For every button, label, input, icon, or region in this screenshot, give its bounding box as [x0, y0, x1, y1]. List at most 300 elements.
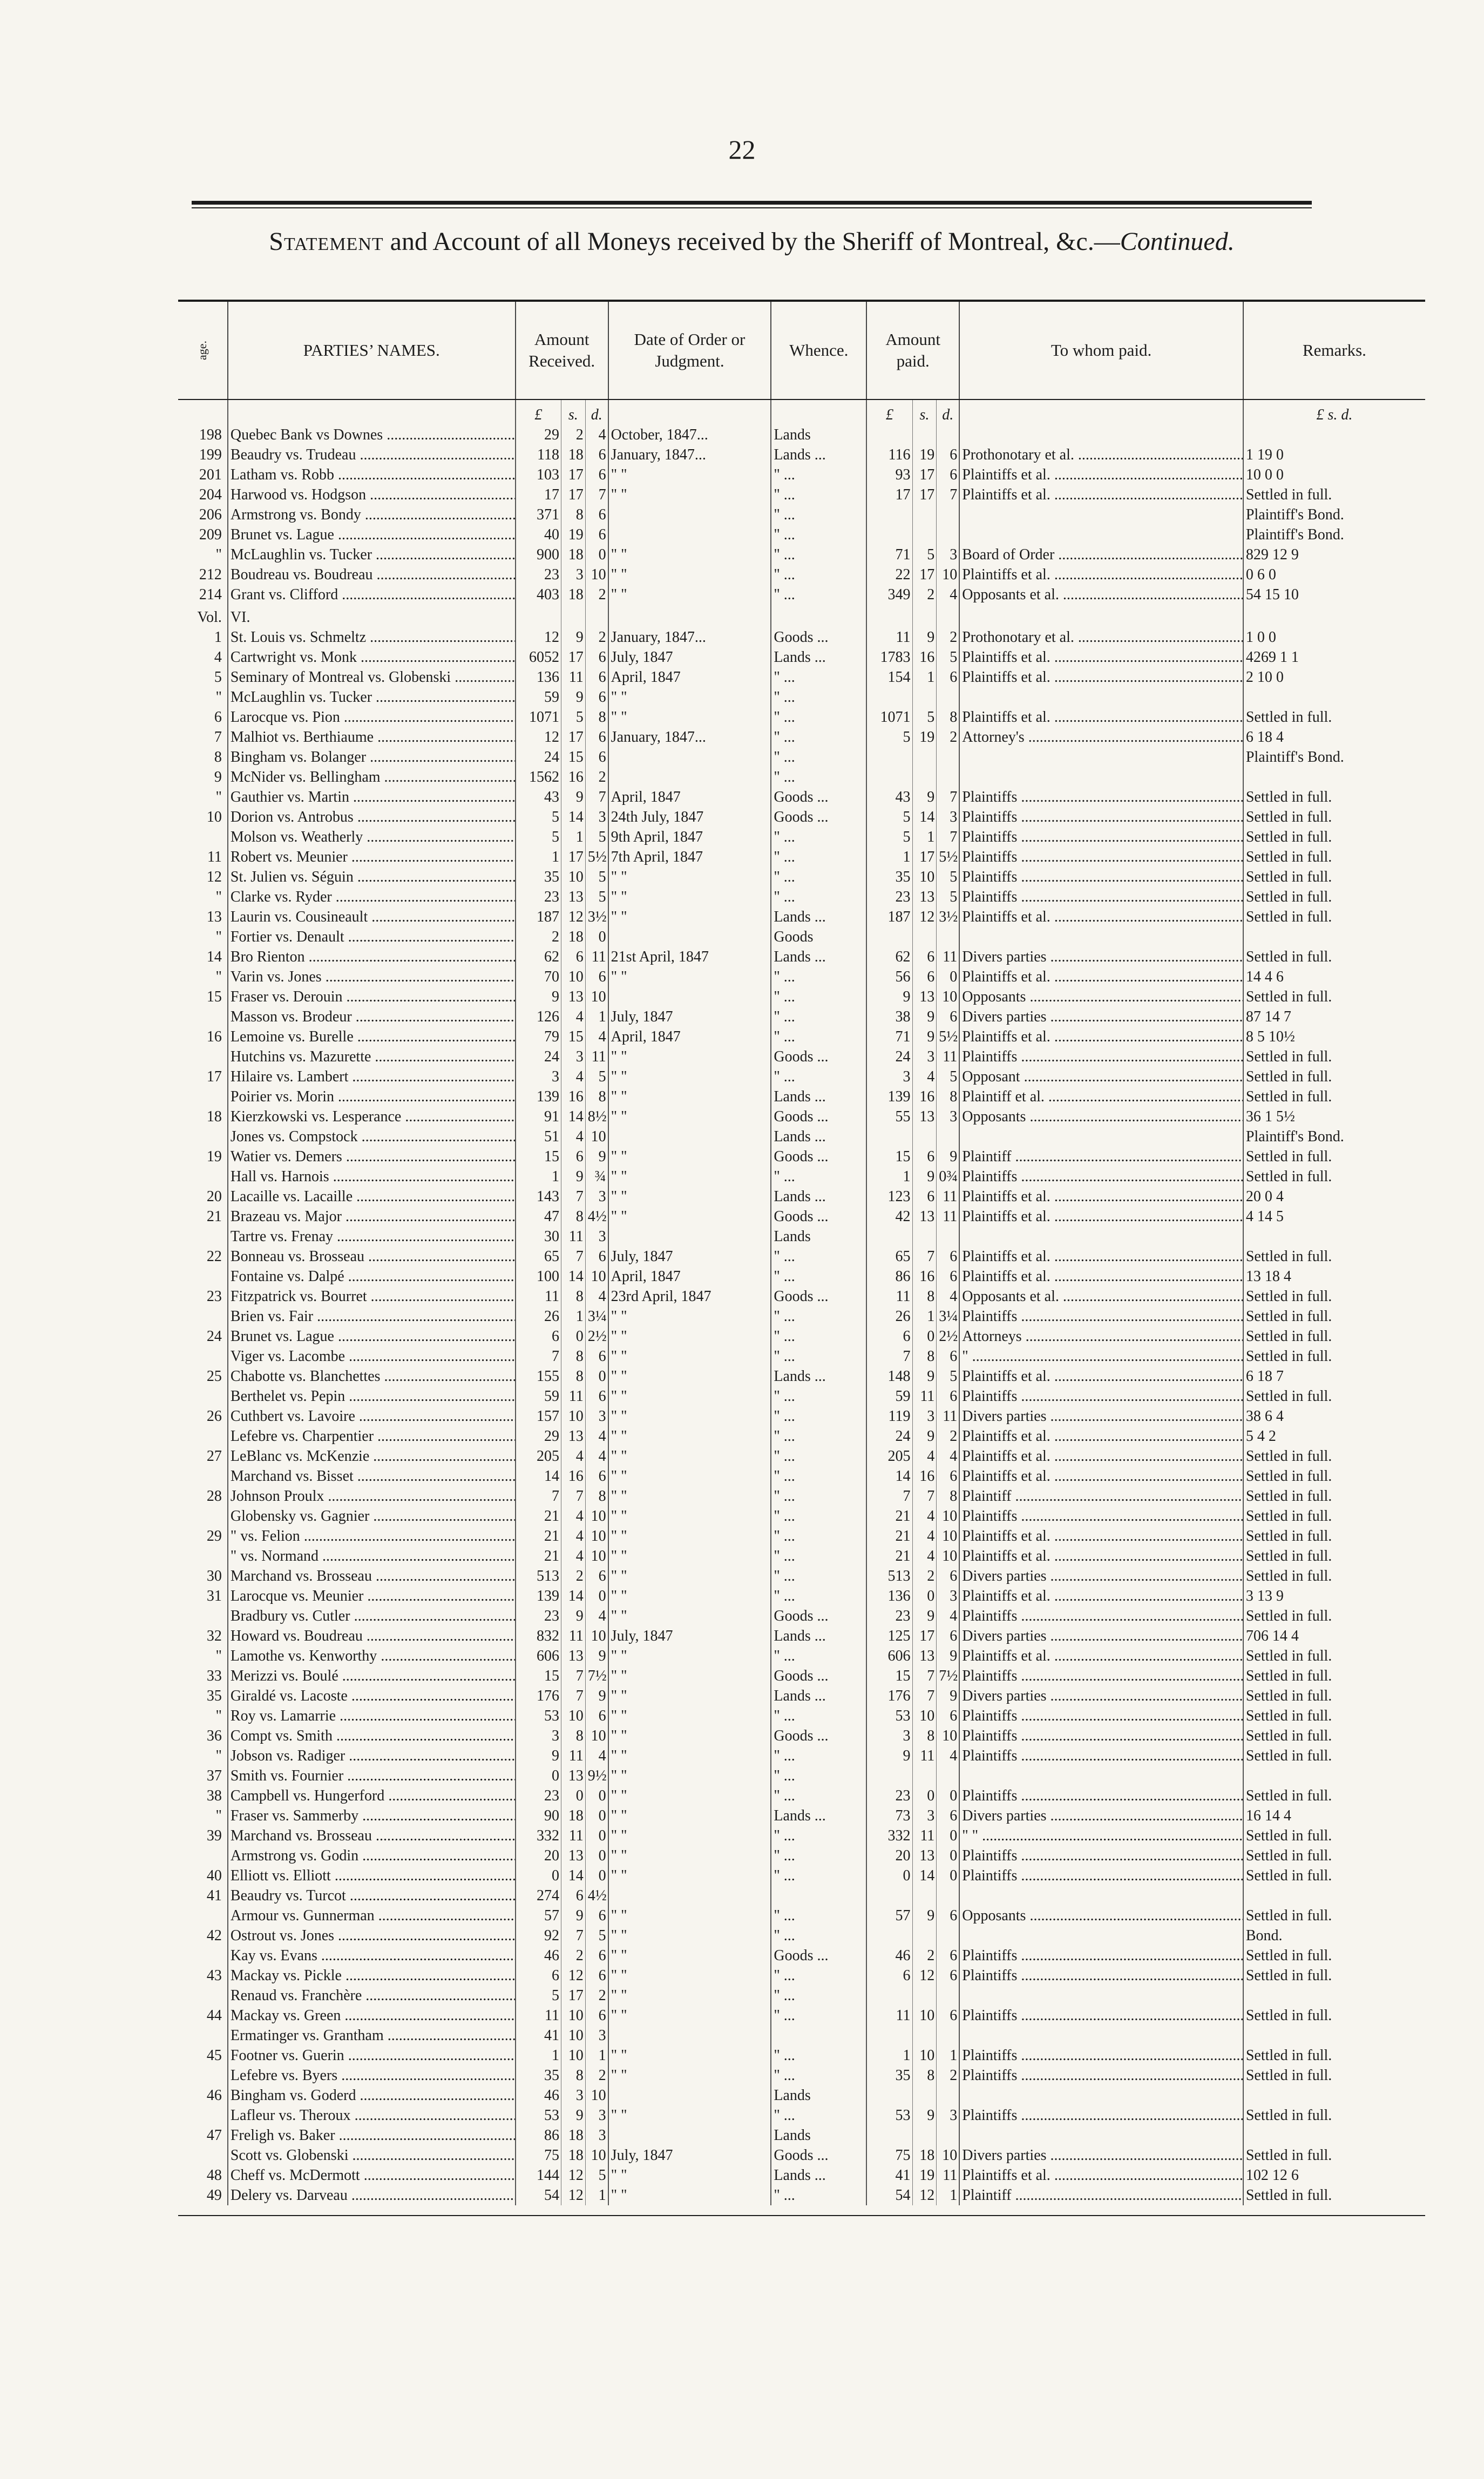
- row-date: " ": [608, 1426, 771, 1446]
- row-paid-to: Plaintiffs .....: [959, 1047, 1243, 1067]
- row-remarks: 6 18 4: [1245, 729, 1284, 746]
- row-paid-pence: 2: [937, 1426, 959, 1446]
- row-received-pounds: 62: [516, 947, 561, 967]
- row-date: [608, 767, 771, 787]
- row-whence: " ...: [771, 465, 866, 485]
- row-whence: " ...: [771, 505, 866, 525]
- row-page: 12: [178, 867, 228, 887]
- table-row: [178, 1247, 1425, 1266]
- row-whence: " ...: [771, 1986, 866, 2006]
- row-page: 45: [178, 2045, 228, 2065]
- row-page: 46: [178, 2085, 228, 2105]
- row-date: " ": [608, 687, 771, 707]
- row-paid-shillings: 14: [912, 1866, 937, 1886]
- row-party: Marchand vs. Brosseau .....: [228, 1566, 516, 1586]
- row-paid-pence: 11: [937, 1047, 959, 1067]
- row-paid-pence: 6: [937, 1806, 959, 1826]
- row-received-pence: 3: [585, 1406, 608, 1426]
- row-received-pounds: 513: [516, 1566, 561, 1586]
- row-received-pounds: 35: [516, 2065, 561, 2085]
- row-paid-shillings: [912, 927, 937, 947]
- row-received-pounds: 65: [516, 1247, 561, 1266]
- row-paid-pence: 6: [937, 1266, 959, 1286]
- row-received-shillings: 4: [561, 1007, 585, 1027]
- row-page: [178, 2065, 228, 2085]
- row-received-pounds: 371: [516, 505, 561, 525]
- row-paid-pounds: 23: [866, 1786, 912, 1806]
- row-received-pence: 10: [585, 987, 608, 1007]
- row-page: 29: [178, 1526, 228, 1546]
- row-paid-pence: [937, 2026, 959, 2045]
- row-received-pounds: 5: [516, 1986, 561, 2006]
- volume-row: [178, 605, 1425, 627]
- row-party: Cheff vs. McDermott .....: [228, 2165, 516, 2185]
- row-page: ": [178, 1746, 228, 1766]
- row-received-pounds: 606: [516, 1646, 561, 1666]
- row-received-pounds: 1: [516, 1167, 561, 1187]
- table-row: [178, 525, 1425, 545]
- row-party: " vs. Felion .....: [228, 1526, 516, 1546]
- row-paid-pence: 5: [937, 1366, 959, 1386]
- row-paid-pounds: 3: [866, 1726, 912, 1746]
- row-received-shillings: 10: [561, 1406, 585, 1426]
- row-remarks: Settled in full.: [1245, 1907, 1332, 1924]
- row-received-pence: ¾: [585, 1167, 608, 1187]
- row-received-pence: 5: [585, 867, 608, 887]
- row-paid-to: [959, 2026, 1243, 2045]
- row-paid-shillings: 16: [912, 1266, 937, 1286]
- row-party: Elliott vs. Elliott .....: [228, 1866, 516, 1886]
- row-paid-shillings: 2: [912, 1946, 937, 1966]
- statement-heading: [192, 227, 1312, 256]
- row-paid-to: Plaintiffs et al. .....: [959, 1546, 1243, 1566]
- row-received-pounds: 157: [516, 1406, 561, 1426]
- row-paid-to: [959, 687, 1243, 707]
- row-party: Molson vs. Weatherly .....: [228, 827, 516, 847]
- row-paid-shillings: 11: [912, 1386, 937, 1406]
- row-party: Masson vs. Brodeur .....: [228, 1007, 516, 1027]
- table-row: [178, 2026, 1425, 2045]
- row-received-pounds: 90: [516, 1806, 561, 1826]
- row-paid-pence: 5: [937, 647, 959, 667]
- row-paid-pence: [937, 687, 959, 707]
- row-received-pence: 1: [585, 1007, 608, 1027]
- row-party: Larocque vs. Pion .....: [228, 707, 516, 727]
- row-paid-shillings: 19: [912, 727, 937, 747]
- row-paid-pounds: 349: [866, 585, 912, 605]
- row-received-pence: 4: [585, 1446, 608, 1466]
- row-received-pounds: 23: [516, 565, 561, 585]
- row-received-pence: 10: [585, 1626, 608, 1646]
- row-page: [178, 1546, 228, 1566]
- row-received-pounds: 46: [516, 2085, 561, 2105]
- row-page: [178, 1047, 228, 1067]
- row-page: [178, 1127, 228, 1147]
- row-remarks: Settled in full.: [1245, 709, 1332, 726]
- row-paid-shillings: 19: [912, 2165, 937, 2185]
- row-page: 41: [178, 1886, 228, 1906]
- row-date: " ": [608, 1586, 771, 1606]
- row-paid-pence: 6: [937, 1706, 959, 1726]
- row-paid-to: Plaintiffs .....: [959, 1746, 1243, 1766]
- row-page: 214: [178, 585, 228, 605]
- row-date: " ": [608, 545, 771, 565]
- row-received-shillings: 12: [561, 907, 585, 927]
- table-row: [178, 1746, 1425, 1766]
- row-remarks: [1243, 1766, 1425, 1786]
- row-page: 9: [178, 767, 228, 787]
- row-received-shillings: 7: [561, 1666, 585, 1686]
- row-paid-pence: [937, 1127, 959, 1147]
- row-paid-shillings: [912, 1227, 937, 1247]
- row-received-pence: 0: [585, 1366, 608, 1386]
- row-paid-shillings: 6: [912, 1187, 937, 1207]
- row-date: " ": [608, 2045, 771, 2065]
- row-paid-pence: 1: [937, 2185, 959, 2205]
- row-paid-pence: 7: [937, 827, 959, 847]
- row-date: " ": [608, 1207, 771, 1227]
- row-remarks: Settled in full.: [1245, 789, 1332, 805]
- row-party: Campbell vs. Hungerford .....: [228, 1786, 516, 1806]
- row-date: " ": [608, 1366, 771, 1386]
- row-remarks: Settled in full.: [1245, 1288, 1332, 1305]
- row-received-shillings: 15: [561, 747, 585, 767]
- row-remarks: Settled in full.: [1245, 889, 1332, 905]
- row-whence: " ...: [771, 1546, 866, 1566]
- unit-remarks: £ s. d.: [1316, 407, 1353, 423]
- row-paid-shillings: 1: [912, 827, 937, 847]
- row-received-pounds: 6: [516, 1966, 561, 1986]
- row-whence: Goods ...: [771, 1286, 866, 1306]
- row-paid-pence: 2: [937, 627, 959, 647]
- table-row: [178, 2165, 1425, 2185]
- row-date: 24th July, 1847: [608, 807, 771, 827]
- row-whence: Lands ...: [771, 1127, 866, 1147]
- row-paid-to: Plaintiffs .....: [959, 1706, 1243, 1726]
- row-paid-pence: [937, 2125, 959, 2145]
- row-received-pence: 6: [585, 1346, 608, 1366]
- row-received-shillings: 9: [561, 687, 585, 707]
- row-paid-shillings: 5: [912, 707, 937, 727]
- row-page: 43: [178, 1966, 228, 1986]
- row-party: Compt vs. Smith .....: [228, 1726, 516, 1746]
- row-date: [608, 1127, 771, 1147]
- row-party: Giraldé vs. Lacoste .....: [228, 1686, 516, 1706]
- table-row: [178, 767, 1425, 787]
- row-paid-to: Plaintiffs .....: [959, 2045, 1243, 2065]
- row-whence: " ...: [771, 1027, 866, 1047]
- header-to-whom: To whom paid.: [959, 301, 1243, 399]
- row-remarks: [1243, 767, 1425, 787]
- row-paid-to: Plaintiffs et al. .....: [959, 1187, 1243, 1207]
- row-date: 23rd April, 1847: [608, 1286, 771, 1306]
- table-row: [178, 1566, 1425, 1586]
- row-received-shillings: 8: [561, 1207, 585, 1227]
- row-received-pounds: 70: [516, 967, 561, 987]
- table-row: [178, 1586, 1425, 1606]
- row-paid-shillings: 7: [912, 1686, 937, 1706]
- row-paid-to: Plaintiffs .....: [959, 827, 1243, 847]
- row-paid-pence: 3: [937, 545, 959, 565]
- row-date: " ": [608, 1486, 771, 1506]
- table-row: [178, 1526, 1425, 1546]
- row-received-pence: 10: [585, 1526, 608, 1546]
- row-received-pounds: 5: [516, 807, 561, 827]
- row-paid-to: Divers parties .....: [959, 1806, 1243, 1826]
- row-date: " ": [608, 1566, 771, 1586]
- row-received-pence: 10: [585, 1506, 608, 1526]
- row-paid-pounds: 15: [866, 1147, 912, 1167]
- row-paid-pence: 8: [937, 707, 959, 727]
- row-whence: " ...: [771, 1506, 866, 1526]
- row-paid-pounds: 23: [866, 1606, 912, 1626]
- row-paid-to: Divers parties .....: [959, 1566, 1243, 1586]
- row-remarks: Settled in full.: [1245, 809, 1332, 825]
- row-received-shillings: 12: [561, 1966, 585, 1986]
- table-row: [178, 887, 1425, 907]
- row-party: Fitzpatrick vs. Bourret .....: [228, 1286, 516, 1306]
- row-paid-to: Plaintiffs .....: [959, 1966, 1243, 1986]
- row-paid-pounds: [866, 505, 912, 525]
- row-page: [178, 1266, 228, 1286]
- row-received-pence: 6: [585, 2006, 608, 2026]
- row-date: " ": [608, 1087, 771, 1107]
- row-paid-pence: 5: [937, 887, 959, 907]
- row-paid-pence: 0: [937, 1846, 959, 1866]
- row-received-shillings: 12: [561, 2165, 585, 2185]
- table-row: [178, 947, 1425, 967]
- row-party: Mackay vs. Pickle .....: [228, 1966, 516, 1986]
- row-received-pence: 5: [585, 827, 608, 847]
- row-page: [178, 1227, 228, 1247]
- row-whence: " ...: [771, 485, 866, 505]
- row-received-pence: 5½: [585, 847, 608, 867]
- row-received-shillings: 10: [561, 2026, 585, 2045]
- row-party: Laurin vs. Cousineault .....: [228, 907, 516, 927]
- row-received-pounds: 17: [516, 485, 561, 505]
- row-paid-pence: 3: [937, 2105, 959, 2125]
- row-paid-shillings: 9: [912, 627, 937, 647]
- row-page: ": [178, 1646, 228, 1666]
- row-received-pence: 11: [585, 947, 608, 967]
- row-page: ": [178, 1806, 228, 1826]
- row-party: Lefebre vs. Byers .....: [228, 2065, 516, 2085]
- row-date: " ": [608, 1766, 771, 1786]
- row-received-pounds: 53: [516, 2105, 561, 2125]
- row-paid-shillings: 17: [912, 485, 937, 505]
- row-received-shillings: 13: [561, 987, 585, 1007]
- volume-prefix: Vol.: [178, 605, 228, 627]
- row-paid-shillings: [912, 687, 937, 707]
- row-date: " ": [608, 1646, 771, 1666]
- row-page: [178, 2145, 228, 2165]
- row-received-pounds: 43: [516, 787, 561, 807]
- row-paid-to: Plaintiffs .....: [959, 2105, 1243, 2125]
- row-party: Fraser vs. Sammerby .....: [228, 1806, 516, 1826]
- row-paid-pence: [937, 1926, 959, 1946]
- row-received-pence: 0: [585, 927, 608, 947]
- row-date: " ": [608, 1726, 771, 1746]
- unit-pounds-paid: £: [866, 399, 912, 425]
- row-received-pounds: 176: [516, 1686, 561, 1706]
- row-remarks: 36 1 5½: [1245, 1108, 1295, 1125]
- row-paid-pence: 11: [937, 1406, 959, 1426]
- row-received-pence: 7: [585, 485, 608, 505]
- row-paid-shillings: 3: [912, 1406, 937, 1426]
- row-paid-pounds: 139: [866, 1087, 912, 1107]
- row-received-shillings: 17: [561, 1986, 585, 2006]
- row-paid-to: Plaintiffs .....: [959, 1606, 1243, 1626]
- row-paid-pence: 11: [937, 1187, 959, 1207]
- row-paid-pence: 3¼: [937, 1306, 959, 1326]
- row-party: Bonneau vs. Brosseau .....: [228, 1247, 516, 1266]
- row-remarks: Settled in full.: [1245, 1528, 1332, 1545]
- row-paid-shillings: 18: [912, 2145, 937, 2165]
- table-row: [178, 1506, 1425, 1526]
- header-page: age.: [178, 301, 228, 399]
- row-remarks: Settled in full.: [1245, 2147, 1332, 2164]
- row-received-pence: 6: [585, 1706, 608, 1726]
- row-date: " ": [608, 1406, 771, 1426]
- row-paid-to: [959, 927, 1243, 947]
- row-paid-pence: 0: [937, 1786, 959, 1806]
- row-date: [608, 747, 771, 767]
- row-paid-to: " " .....: [959, 1826, 1243, 1846]
- row-received-pounds: 1: [516, 847, 561, 867]
- row-party: Varin vs. Jones .....: [228, 967, 516, 987]
- row-received-pounds: 144: [516, 2165, 561, 2185]
- row-party: Renaud vs. Franchère .....: [228, 1986, 516, 2006]
- row-paid-shillings: [912, 525, 937, 545]
- table-row: [178, 967, 1425, 987]
- row-page: 8: [178, 747, 228, 767]
- row-party: Globensky vs. Gagnier .....: [228, 1506, 516, 1526]
- row-remarks: Settled in full.: [1245, 1708, 1332, 1724]
- row-paid-shillings: 17: [912, 847, 937, 867]
- row-paid-shillings: [912, 505, 937, 525]
- row-received-shillings: 17: [561, 465, 585, 485]
- row-date: " ": [608, 867, 771, 887]
- row-date: [608, 1227, 771, 1247]
- row-received-pounds: 14: [516, 1466, 561, 1486]
- row-whence: " ...: [771, 767, 866, 787]
- table-row: [178, 1686, 1425, 1706]
- row-page: 14: [178, 947, 228, 967]
- row-paid-shillings: 2: [912, 585, 937, 605]
- row-received-shillings: 9: [561, 1606, 585, 1626]
- row-paid-shillings: [912, 1766, 937, 1786]
- row-received-pence: 11: [585, 1047, 608, 1067]
- row-remarks: Settled in full.: [1245, 2067, 1332, 2084]
- row-remarks: Settled in full.: [1245, 1688, 1332, 1704]
- row-paid-shillings: 13: [912, 1107, 937, 1127]
- table-row: [178, 1326, 1425, 1346]
- table-row: [178, 1306, 1425, 1326]
- row-date: " ": [608, 1187, 771, 1207]
- row-received-pence: 2½: [585, 1326, 608, 1346]
- row-received-pence: 7: [585, 787, 608, 807]
- row-date: " ": [608, 1706, 771, 1726]
- row-page: [178, 1426, 228, 1446]
- row-paid-to: [959, 1127, 1243, 1147]
- row-paid-to: Plaintiffs .....: [959, 1506, 1243, 1526]
- row-paid-pence: 6: [937, 1386, 959, 1406]
- row-date: July, 1847: [608, 1247, 771, 1266]
- row-page: 49: [178, 2185, 228, 2205]
- row-received-pounds: 332: [516, 1826, 561, 1846]
- row-paid-pounds: 46: [866, 1946, 912, 1966]
- row-page: 33: [178, 1666, 228, 1686]
- row-whence: " ...: [771, 1346, 866, 1366]
- row-paid-to: [959, 505, 1243, 525]
- row-paid-to: Plaintiffs .....: [959, 1386, 1243, 1406]
- row-paid-to: Plaintiffs et al. .....: [959, 1426, 1243, 1446]
- row-received-pence: 10: [585, 1127, 608, 1147]
- row-whence: " ...: [771, 1446, 866, 1466]
- row-received-pence: 9: [585, 1147, 608, 1167]
- row-page: 17: [178, 1067, 228, 1087]
- row-received-pounds: 6052: [516, 647, 561, 667]
- row-received-pence: 4: [585, 1746, 608, 1766]
- table-row: [178, 1406, 1425, 1426]
- row-page: 39: [178, 1826, 228, 1846]
- row-received-pence: 6: [585, 1247, 608, 1266]
- row-paid-shillings: [912, 1986, 937, 2006]
- row-paid-to: Divers parties .....: [959, 1626, 1243, 1646]
- row-party: Watier vs. Demers .....: [228, 1147, 516, 1167]
- row-received-pence: 10: [585, 2145, 608, 2165]
- row-received-pence: 4: [585, 1426, 608, 1446]
- row-paid-pounds: 53: [866, 1706, 912, 1726]
- row-paid-pounds: [866, 2125, 912, 2145]
- row-received-pounds: 24: [516, 747, 561, 767]
- row-paid-shillings: [912, 1127, 937, 1147]
- table-row: [178, 1446, 1425, 1466]
- row-party: St. Louis vs. Schmeltz .....: [228, 627, 516, 647]
- row-party: Tartre vs. Frenay .....: [228, 1227, 516, 1247]
- row-received-shillings: 6: [561, 1886, 585, 1906]
- row-paid-pounds: 136: [866, 1586, 912, 1606]
- row-paid-shillings: [912, 425, 937, 445]
- row-paid-to: Divers parties .....: [959, 1406, 1243, 1426]
- row-received-shillings: 10: [561, 2006, 585, 2026]
- row-whence: " ...: [771, 747, 866, 767]
- row-received-shillings: 18: [561, 445, 585, 465]
- row-whence: Goods ...: [771, 807, 866, 827]
- row-received-shillings: 7: [561, 1686, 585, 1706]
- table-row: [178, 707, 1425, 727]
- row-paid-to: Plaintiffs et al. .....: [959, 707, 1243, 727]
- row-whence: Lands: [771, 2125, 866, 2145]
- row-received-pounds: 51: [516, 1127, 561, 1147]
- row-received-shillings: 8: [561, 2065, 585, 2085]
- row-received-pence: 10: [585, 1726, 608, 1746]
- row-received-pounds: 15: [516, 1666, 561, 1686]
- row-remarks: Settled in full.: [1245, 2187, 1332, 2204]
- row-page: ": [178, 545, 228, 565]
- row-remarks: Settled in full.: [1245, 1328, 1332, 1345]
- row-received-shillings: 4: [561, 1546, 585, 1566]
- row-whence: Goods: [771, 927, 866, 947]
- row-paid-pence: 5: [937, 867, 959, 887]
- heading-body: and Account of all Moneys received by the Sheriff of Montreal, &c.—: [383, 227, 1120, 256]
- row-date: 9th April, 1847: [608, 827, 771, 847]
- row-paid-to: Plaintiff .....: [959, 1147, 1243, 1167]
- row-remarks: 16 14 4: [1245, 1807, 1291, 1824]
- row-page: [178, 1906, 228, 1926]
- row-paid-shillings: 6: [912, 967, 937, 987]
- table-row: [178, 505, 1425, 525]
